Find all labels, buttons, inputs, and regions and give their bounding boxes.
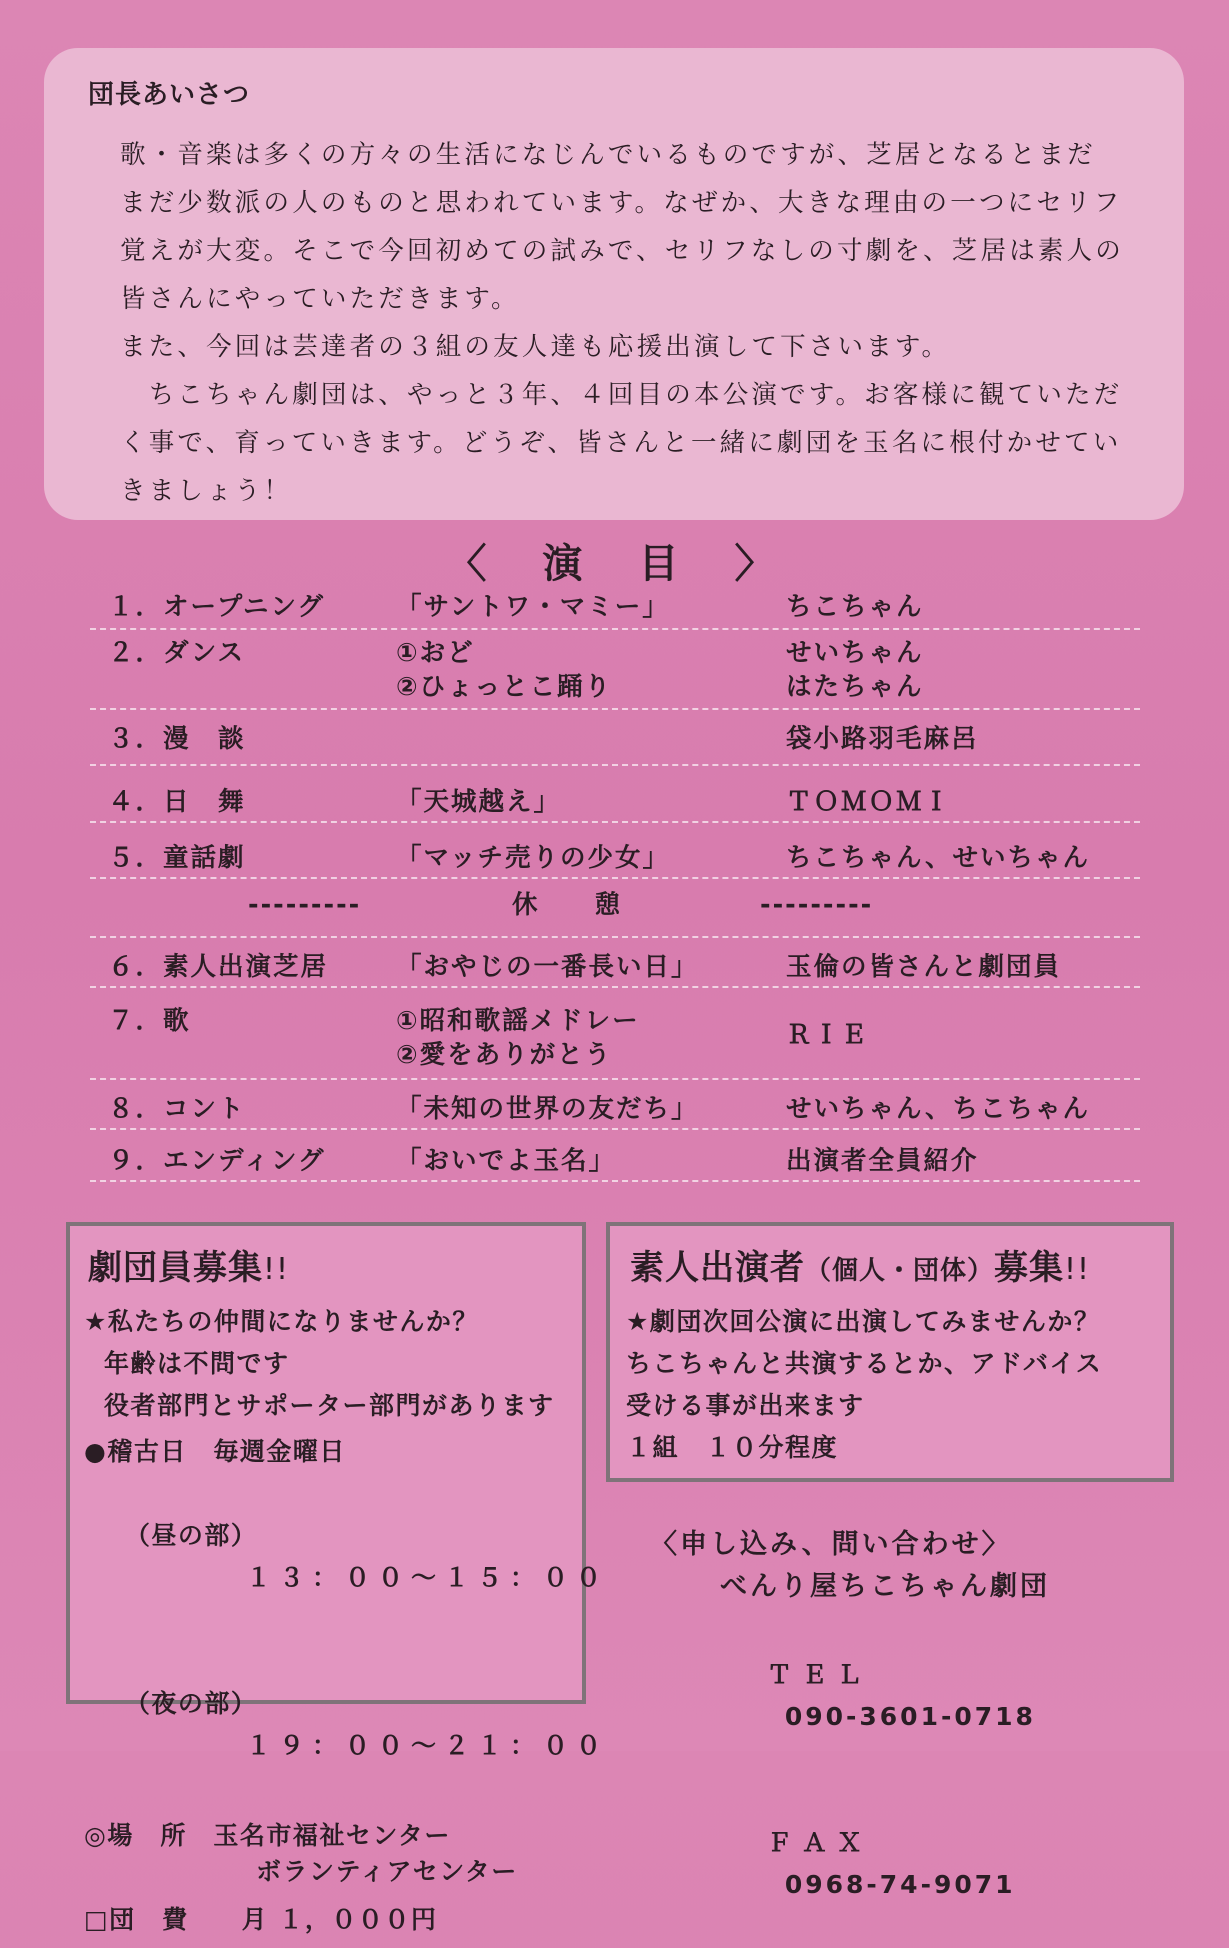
program-item-number: ６．素人出演芝居	[108, 952, 329, 982]
program-item	[90, 590, 1140, 630]
recruitment-line: ちこちゃんと共演するとか、アドバイス	[626, 1349, 1103, 1378]
program-item-title: 「おやじの一番長い日」	[396, 952, 699, 982]
amateur-recruitment-title	[630, 1240, 1154, 1289]
membership-fee: □団 費 月 １，０００円	[84, 1905, 438, 1934]
program-item	[90, 722, 1140, 766]
program-item-number: １．オープニング	[108, 592, 325, 622]
program-item-performer: 玉倫の皆さんと劇団員	[786, 952, 1062, 982]
tel-label: ＴＥＬ	[766, 1660, 872, 1689]
recruitment-line: ★劇団次回公演に出演してみませんか？	[626, 1307, 1101, 1336]
program-item-title: 「未知の世界の友だち」	[396, 1094, 699, 1124]
greeting-line: 歌・音楽は多くの方々の生活になじんでいるものですが、芝居となるとまだ	[120, 140, 1096, 170]
contact-heading: 〈申し込み、問い合わせ〉	[650, 1529, 1012, 1560]
program-item-performer: ちこちゃん	[786, 592, 924, 622]
program-item-title: 「マッチ売りの少女」	[396, 843, 670, 873]
greeting-line: ちこちゃん劇団は、やっと３年、４回目の本公演です。お客様に観ていただ	[120, 380, 1123, 410]
intermission-label: 休 憩	[512, 890, 623, 920]
program-item-title: 「おいでよ玉名」	[396, 1146, 617, 1176]
greeting-heading: 団長あいさつ	[88, 80, 251, 110]
program-item	[90, 1004, 1140, 1080]
program-item-title: 「天城越え」	[396, 787, 562, 817]
day-session	[84, 1473, 610, 1641]
program-item-number: ５．童話劇	[108, 843, 246, 873]
exclamation-mark: !!	[263, 1252, 290, 1287]
program-item	[90, 1144, 1140, 1182]
amateur-recruitment-box	[606, 1222, 1174, 1482]
program-item-title: ①おど ②ひょっとこ踊り	[396, 638, 613, 702]
recruitment-line: 役者部門とサポーター部門があります	[104, 1391, 555, 1420]
night-session-label: （夜の部）	[124, 1689, 258, 1718]
greeting-panel	[44, 48, 1184, 520]
fax-number: 0968-74-9071	[784, 1870, 1016, 1899]
fax-line	[650, 1780, 1190, 1948]
program-item	[90, 785, 1140, 823]
intermission-row	[90, 888, 1140, 938]
program-item-performer: ＲＩＥ	[786, 1020, 869, 1050]
night-session	[84, 1641, 610, 1809]
program-item-number: ２．ダンス	[108, 638, 245, 668]
greeting-line: また、今回は芸達者の３組の友人達も応援出演して下さいます。	[120, 332, 951, 362]
intermission-dashes-right: ---------	[760, 890, 874, 920]
tel-number: 090-3601-0718	[784, 1702, 1036, 1731]
program-item	[90, 841, 1140, 879]
practice-day: ●稽古日 毎週金曜日	[84, 1437, 346, 1466]
amateur-recruitment-title-main: 素人出演者	[630, 1248, 805, 1288]
fax-label: ＦＡＸ	[766, 1828, 872, 1857]
tel-line	[650, 1612, 1190, 1780]
amateur-recruitment-title-end: 募集	[994, 1248, 1065, 1288]
recruitment-line: １組 １０分程度	[626, 1433, 839, 1462]
member-recruitment-title	[88, 1240, 568, 1289]
greeting-line: まだ少数派の人のものと思われています。なぜか、大きな理由の一つにセリフ	[120, 188, 1123, 218]
organization-name: べんり屋ちこちゃん劇団	[720, 1571, 1050, 1602]
practice-place-line2: ボランティアセンター	[256, 1857, 518, 1886]
program-item-performer: せいちゃん、ちこちゃん	[786, 1094, 1091, 1124]
greeting-line: きましょう！	[120, 476, 293, 506]
amateur-recruitment-title-paren: （個人・団体）	[805, 1256, 995, 1286]
member-recruitment-box	[66, 1222, 610, 1934]
program-item-number: ９．エンディング	[108, 1146, 326, 1176]
program-item-number: ８．コント	[108, 1094, 246, 1124]
greeting-line: 皆さんにやっていただきます。	[120, 284, 520, 314]
program-title: 〈 演 目 〉	[446, 541, 783, 587]
program-item-performer: 出演者全員紹介	[786, 1146, 979, 1176]
greeting-line: く事で、育っていきます。どうぞ、皆さんと一緒に劇団を玉名に根付かせてい	[120, 428, 1122, 458]
program-item-performer: ＴＯＭＯＭＩ	[786, 787, 952, 817]
program-item	[90, 636, 1140, 710]
night-session-time: １９：００～２１：００	[246, 1731, 610, 1760]
program-item-number: ４．日 舞	[108, 787, 246, 817]
day-session-time: １３：００～１５：００	[246, 1563, 610, 1592]
exclamation-mark: !!	[1064, 1252, 1091, 1287]
program-item	[90, 1092, 1140, 1130]
member-recruitment-title-text: 劇団員募集	[88, 1248, 263, 1288]
intermission-dashes-left: ---------	[248, 890, 362, 920]
recruitment-line: 年齢は不問です	[104, 1349, 290, 1378]
program-item-performer: 袋小路羽毛麻呂	[786, 724, 979, 754]
greeting-line: 覚えが大変。そこで今回初めての試みで、セリフなしの寸劇を、芝居は素人の	[120, 236, 1124, 266]
program-item-performer: ちこちゃん、せいちゃん	[786, 843, 1091, 873]
practice-place: ◎場 所 玉名市福祉センター	[84, 1821, 451, 1850]
day-session-label: （昼の部）	[124, 1521, 258, 1550]
program-item-number: ３．漫 談	[108, 724, 246, 754]
program-item-number: ７．歌	[108, 1006, 191, 1036]
program-item-title: ①昭和歌謡メドレー ②愛をありがとう	[396, 1006, 640, 1070]
contact-section	[650, 1524, 1190, 1948]
program-item-performer: せいちゃん はたちゃん	[786, 638, 924, 702]
recruitment-line: 受ける事が出来ます	[626, 1391, 865, 1420]
program-item	[90, 950, 1140, 988]
program-item-title: 「サントワ・マミー」	[396, 592, 670, 622]
recruitment-line: ★私たちの仲間になりませんか？	[84, 1307, 479, 1336]
